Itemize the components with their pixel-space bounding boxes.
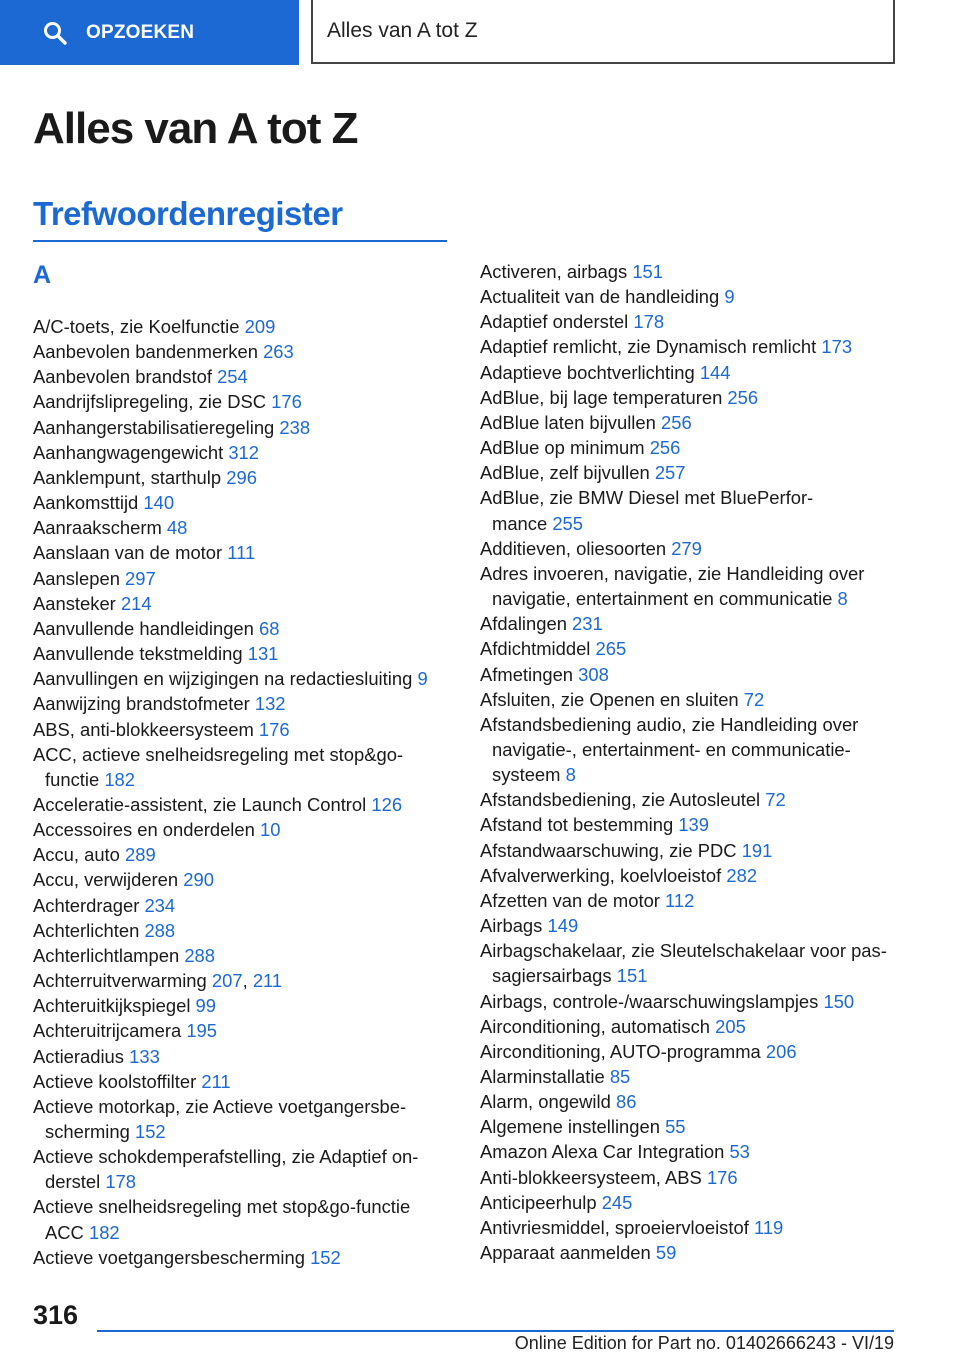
index-entry (33, 1069, 447, 1094)
index-entry-text: Anticipeerhulp (480, 1191, 597, 1213)
index-entry-text: Achteruitrijcamera (33, 1020, 182, 1042)
index-entry-text: Aanvullende handleidingen (33, 617, 254, 639)
index-entry (480, 1139, 900, 1164)
index-entry-text: AdBlue laten bijvullen (480, 411, 656, 433)
index-entry (33, 616, 447, 641)
page-link[interactable]: 140 (143, 492, 175, 514)
page-link[interactable]: 290 (183, 869, 214, 891)
index-entry-text: Aankomsttijd (33, 492, 139, 514)
index-entry-text: Aanraakscherm (33, 517, 162, 539)
page-link[interactable]: 178 (633, 311, 665, 333)
page-link[interactable]: 191 (741, 839, 773, 861)
page-link[interactable]: 72 (743, 688, 765, 710)
page-link[interactable]: 182 (88, 1221, 120, 1243)
page-link[interactable]: 182 (104, 768, 135, 790)
index-entry (480, 1039, 900, 1064)
index-entry-text: Afsluiten, zie Openen en sluiten (480, 688, 739, 710)
index-entry (480, 1165, 900, 1190)
search-icon (42, 20, 68, 46)
page-link[interactable]: 132 (254, 693, 286, 715)
index-entry-text: sagiersairbags (492, 965, 612, 987)
index-entry (33, 1018, 447, 1043)
page-link[interactable]: 149 (547, 915, 579, 937)
index-entry-text: Accessoires en onderdelen (33, 819, 255, 841)
page-link[interactable]: 256 (649, 437, 681, 459)
page-link[interactable]: 238 (279, 416, 311, 438)
page-link[interactable]: 257 (654, 462, 686, 484)
page-link[interactable]: 265 (595, 638, 627, 660)
index-entry-text: Alarm, ongewild (480, 1091, 611, 1113)
index-entry (480, 309, 900, 334)
page-link[interactable]: 206 (765, 1040, 797, 1062)
page-link[interactable]: 68 (259, 617, 280, 639)
index-entry (480, 1014, 900, 1039)
index-entry-text: Afdalingen (480, 613, 567, 635)
index-entry (33, 943, 447, 968)
index-entry-text: Actieradius (33, 1045, 124, 1067)
index-entry-text: Adaptieve bochtverlichting (480, 361, 695, 383)
page-number: 316 (33, 1300, 79, 1330)
index-entry (480, 460, 900, 485)
page-link[interactable]: 9 (724, 286, 735, 308)
index-entry-text: Anti-blokkeersysteem, ABS (480, 1166, 702, 1188)
index-letter: A (33, 261, 52, 289)
index-entry: Achterruitverwarming 207, 211 (33, 970, 283, 992)
index-entry (33, 993, 447, 1018)
page-link[interactable]: 209 (244, 316, 276, 337)
page-link[interactable]: 254 (217, 366, 248, 388)
index-entry (480, 662, 900, 687)
page-link[interactable]: 131 (247, 643, 279, 665)
index-entry (33, 364, 447, 389)
index-entry-text: Airconditioning, automatisch (480, 1015, 711, 1037)
page-link[interactable]: 256 (660, 411, 692, 433)
index-entry (33, 465, 447, 490)
index-entry-text: Adaptief remlicht, zie Dynamisch remlicht (480, 336, 817, 358)
index-entry (480, 485, 900, 535)
index-entry-text: Afdichtmiddel (480, 638, 591, 660)
index-entry-text: Actieve koolstoffilter (33, 1070, 197, 1092)
index-entry (480, 259, 900, 284)
index-entry (33, 817, 447, 842)
index-entry-text: ACC, actieve snelheidsregeling met stop&go- (33, 743, 404, 765)
index-entry-text: Aanwijzing brandstofmeter (33, 693, 250, 715)
page-link[interactable]: 126 (371, 793, 403, 815)
page-link[interactable]: 207 (211, 970, 243, 992)
page-link[interactable]: 279 (671, 537, 702, 559)
index-entry (480, 838, 900, 863)
index-entry-text: navigatie-, entertainment- en communicatie- (492, 738, 851, 760)
index-entry (33, 314, 447, 339)
index-entry (33, 717, 447, 742)
page-link[interactable]: 59 (655, 1242, 677, 1264)
page-link[interactable]: 245 (601, 1191, 633, 1213)
index-entry-text: Aandrijfslipregeling, zie DSC (33, 391, 267, 413)
index-entry-text: Adaptief onderstel (480, 311, 629, 333)
index-entry (33, 691, 447, 716)
page-link[interactable]: 152 (134, 1121, 166, 1142)
page-header (0, 0, 960, 66)
index-entry (33, 1144, 447, 1194)
index-entry-text: Actieve schokdemperafstelling, zie Adaptief on- (33, 1146, 419, 1168)
footer-divider (97, 1330, 894, 1332)
index-entry-text: Afstandsbediening, zie Autosleutel (480, 789, 761, 811)
index-entry-text: Antivriesmiddel, sproeiervloeistof (480, 1216, 749, 1238)
index-entry-text: derstel (45, 1171, 101, 1193)
page-link[interactable]: 195 (186, 1020, 218, 1042)
section-title-box (311, 0, 895, 64)
index-entry-text: Afstandsbediening audio, zie Handleiding over (480, 713, 859, 735)
page-link[interactable]: 205 (715, 1015, 746, 1037)
page-link[interactable]: 72 (765, 789, 786, 811)
index-entry (33, 1194, 447, 1244)
page-link[interactable]: 255 (552, 512, 584, 534)
index-entry (33, 918, 447, 943)
index-entry (33, 792, 447, 817)
index-entry-text: ACC (45, 1221, 84, 1243)
index-column-left (33, 314, 447, 1270)
page-link[interactable]: 86 (615, 1091, 637, 1113)
index-entry (480, 1240, 900, 1265)
page-link[interactable]: 144 (699, 361, 731, 383)
index-entry-text: Aanbevolen brandstof (33, 366, 212, 388)
index-entry-text: AdBlue, bij lage temperaturen (480, 386, 723, 408)
index-entry-text: Afstand tot bestemming (480, 814, 674, 836)
index-entry (480, 561, 900, 611)
page-link[interactable]: 139 (678, 814, 710, 836)
page-subtitle: Trefwoordenregister (33, 195, 343, 232)
index-entry (33, 566, 447, 591)
index-entry-text: Additieven, oliesoorten (480, 537, 667, 559)
index-entry-text: Airbags, controle-/waarschuwingslampjes (480, 990, 819, 1012)
index-entry-text: Actieve snelheidsregeling met stop&go-functie (33, 1196, 411, 1218)
index-entry (480, 712, 900, 787)
index-entry-text: Actualiteit van de handleiding (480, 286, 720, 308)
index-entry-text: AdBlue, zie BMW Diesel met BluePerfor- (480, 487, 814, 509)
index-entry-text: Aanslepen (33, 567, 120, 589)
index-entry (33, 867, 447, 892)
page-link[interactable]: 282 (726, 864, 758, 886)
page-link[interactable]: 288 (144, 919, 176, 941)
index-entry (480, 687, 900, 712)
page-link[interactable]: 10 (259, 819, 281, 841)
page-link[interactable]: 176 (706, 1166, 738, 1188)
index-entry (480, 536, 900, 561)
subtitle-divider (33, 240, 447, 242)
page-link[interactable]: 53 (729, 1141, 750, 1163)
index-entry-text: Aanslaan van de motor (33, 542, 223, 564)
index-entry (33, 440, 447, 465)
page-link[interactable]: 48 (166, 517, 188, 539)
index-entry-text: Acceleratie-assistent, zie Launch Control (33, 793, 367, 815)
index-entry-text: Aanbevolen bandenmerken (33, 341, 258, 363)
index-entry (480, 334, 900, 359)
index-entry-text: Alarminstallatie (480, 1066, 605, 1087)
index-entry-text: Accu, auto (33, 844, 120, 866)
page-link[interactable]: 288 (184, 944, 215, 966)
page-link[interactable]: 173 (821, 336, 853, 358)
index-entry-text: Activeren, airbags (480, 261, 628, 282)
page-link[interactable]: 211 (201, 1070, 231, 1092)
page-link[interactable]: 151 (632, 261, 664, 282)
page-link[interactable]: 312 (228, 441, 259, 463)
page-link[interactable]: 214 (120, 592, 152, 614)
index-entry (480, 1089, 900, 1114)
page-link[interactable]: 178 (105, 1171, 137, 1193)
page-link[interactable]: 9 (417, 668, 428, 690)
page-link[interactable]: 8 (565, 764, 576, 786)
index-entry-text: Aanhangwagengewicht (33, 441, 224, 463)
search-button-label: OPZOEKEN (86, 21, 195, 43)
index-entry-text: navigatie, entertainment en communicatie (492, 588, 833, 610)
section-title: Alles van A tot Z (327, 19, 478, 42)
page-link[interactable]: 150 (823, 990, 855, 1012)
index-entry (480, 863, 900, 888)
index-entry-text: Apparaat aanmelden (480, 1242, 651, 1264)
index-entry-text: Achterlichten (33, 919, 140, 941)
index-entry-text: Airbagschakelaar, zie Sleutelschakelaar voor pas- (480, 940, 887, 962)
index-entry-text: Actieve voetgangersbescherming (33, 1246, 305, 1268)
page-link[interactable]: 176 (258, 718, 290, 740)
index-entry (480, 360, 900, 385)
index-entry (480, 636, 900, 661)
index-entry (480, 989, 900, 1014)
page-link[interactable]: 133 (129, 1045, 160, 1067)
index-entry (480, 385, 900, 410)
page-link[interactable]: 289 (125, 844, 156, 866)
index-entry-text: Airbags (480, 915, 543, 937)
index-entry-text: Aanhangerstabilisatieregeling (33, 416, 275, 438)
index-entry-text: A/C-toets, zie Koelfunctie (33, 316, 240, 337)
index-entry-text: functie (45, 768, 100, 790)
index-entry (480, 1190, 900, 1215)
index-entry (33, 641, 447, 666)
index-entry (480, 1215, 900, 1240)
page-link[interactable]: 231 (572, 613, 603, 635)
index-entry (33, 666, 447, 691)
index-entry (480, 787, 900, 812)
index-entry-text: Afvalverwerking, koelvloeistof (480, 864, 722, 886)
page-link[interactable]: 297 (125, 567, 156, 589)
index-entry (33, 893, 447, 918)
index-entry (480, 284, 900, 309)
index-entry-text: Achterlichtlampen (33, 944, 180, 966)
index-entry-text: systeem (492, 764, 561, 786)
index-entry-text: Afstandwaarschuwing, zie PDC (480, 839, 737, 861)
index-entry (33, 1094, 447, 1144)
index-entry-text: Aanvullingen en wijzigingen na redactiesluiting (33, 668, 413, 690)
page-link[interactable]: 152 (310, 1246, 341, 1268)
page-link[interactable]: 234 (144, 894, 176, 916)
page-link[interactable]: 8 (837, 588, 848, 610)
index-entry (33, 515, 447, 540)
index-entry (33, 389, 447, 414)
index-entry-text: Airconditioning, AUTO-programma (480, 1040, 761, 1062)
index-entry (33, 1245, 447, 1270)
index-entry (480, 913, 900, 938)
index-entry-text: ABS, anti-blokkeersysteem (33, 718, 254, 740)
index-entry (33, 842, 447, 867)
page-link[interactable]: 99 (195, 995, 217, 1017)
index-entry (33, 540, 447, 565)
page-link[interactable]: 308 (578, 663, 609, 685)
index-entry (33, 490, 447, 515)
page-title: Alles van A tot Z (33, 104, 358, 153)
edition-info: Online Edition for Part no. 01402666243 - VI/19 (514, 1333, 894, 1353)
page-link[interactable]: 111 (227, 542, 256, 564)
index-entry-text: Achterruitverwarming (33, 970, 207, 992)
index-entry-text: Accu, verwijderen (33, 869, 179, 891)
index-entry-text: AdBlue, zelf bijvullen (480, 462, 650, 484)
index-entry (480, 1064, 900, 1089)
index-entry-text: Aanklempunt, starthulp (33, 466, 222, 488)
page-link[interactable]: 119 (753, 1216, 784, 1238)
index-column-right (480, 259, 900, 1265)
page-link[interactable]: 85 (609, 1066, 631, 1087)
index-entry-text: Algemene instellingen (480, 1116, 660, 1138)
index-entry (480, 812, 900, 837)
index-entry-text: Actieve motorkap, zie Actieve voetgangersbe- (33, 1095, 407, 1117)
index-entry-text: Afzetten van de motor (480, 889, 660, 911)
index-entry-text: Afmetingen (480, 663, 574, 685)
page-link[interactable]: 256 (727, 386, 759, 408)
index-entry (480, 938, 900, 988)
index-entry (480, 611, 900, 636)
page-link[interactable]: 112 (665, 889, 695, 911)
page-link[interactable]: 55 (665, 1116, 686, 1138)
index-entry-text: Aanvullende tekstmelding (33, 643, 243, 665)
index-entry (480, 1114, 900, 1139)
page-link[interactable]: 211 (252, 970, 283, 992)
page-link[interactable]: 176 (271, 391, 302, 413)
index-entry-text: scherming (45, 1121, 130, 1142)
index-entry-text: Aansteker (33, 592, 116, 614)
index-entry-text: AdBlue op minimum (480, 437, 645, 459)
page-link[interactable]: 296 (226, 466, 257, 488)
index-entry (480, 888, 900, 913)
index-entry (480, 410, 900, 435)
page-link[interactable]: 151 (616, 965, 648, 987)
index-entry (33, 1044, 447, 1069)
index-entry (33, 591, 447, 616)
index-entry (33, 415, 447, 440)
index-entry-text: mance (492, 512, 548, 534)
index-entry-text: Achteruitkijkspiegel (33, 995, 191, 1017)
index-entry-text: Amazon Alexa Car Integration (480, 1141, 725, 1163)
index-entry (480, 435, 900, 460)
page-link[interactable]: 263 (263, 341, 294, 363)
index-entry (33, 339, 447, 364)
index-entry (33, 742, 447, 792)
search-button[interactable] (0, 0, 299, 65)
index-entry-text: Achterdrager (33, 894, 140, 916)
index-entry-text: Adres invoeren, navigatie, zie Handleiding over (480, 562, 865, 584)
